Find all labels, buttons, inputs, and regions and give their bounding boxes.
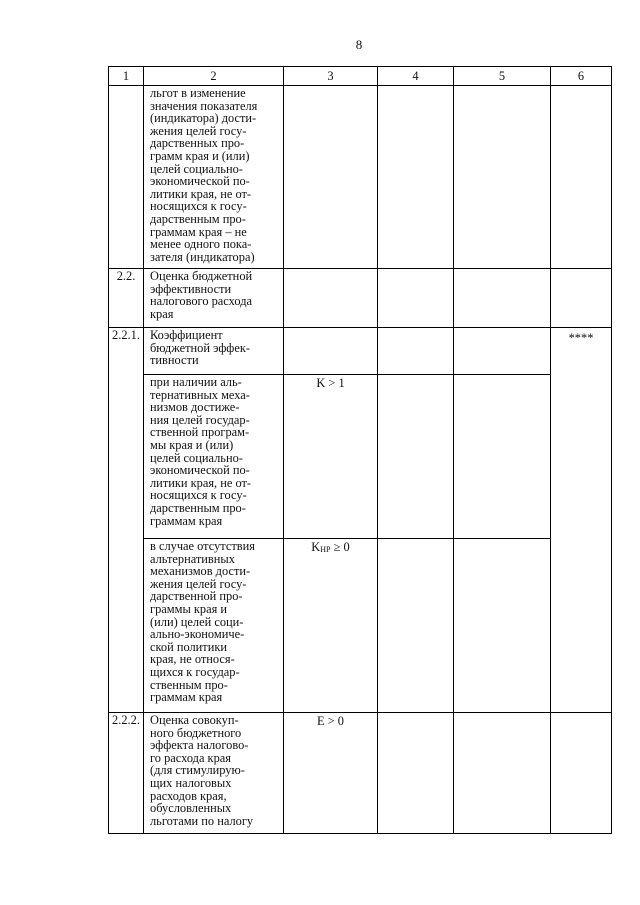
empty-cell (378, 713, 454, 834)
criterion-value (284, 269, 378, 328)
empty-cell (378, 269, 454, 328)
description-line: го расхода края (150, 750, 231, 765)
row-description (144, 269, 284, 328)
empty-cell (378, 539, 454, 713)
description-line: дарственных про- (150, 136, 245, 151)
description-line: дарственной про- (150, 589, 243, 604)
empty-cell (378, 375, 454, 539)
empty-cell (454, 539, 551, 713)
description-line: Оценка бюджетной (150, 269, 253, 283)
description-line: грамм края и (или) (150, 148, 250, 163)
row-number (109, 86, 144, 269)
description-line: ально-экономиче- (150, 627, 245, 642)
row-description (144, 86, 284, 269)
description-line: граммам края (150, 690, 223, 705)
description-line: носящихся к госу- (150, 488, 247, 503)
description-line: ственной програм- (150, 425, 250, 440)
description-line: экономической по- (150, 174, 250, 189)
empty-cell (378, 86, 454, 269)
description-line: щихся к государ- (150, 664, 240, 679)
description-line: экономической по- (150, 463, 250, 478)
description-line: (или) целей соци- (150, 614, 244, 629)
criterion-value (284, 328, 378, 375)
description-line: целей социально- (150, 161, 243, 176)
formula-condition: ≥ 0 (330, 540, 350, 554)
description-line: ской политики (150, 639, 227, 654)
description-line: Оценка совокуп- (150, 713, 239, 727)
table-row (109, 713, 612, 834)
formula-subscript: НР (320, 545, 331, 554)
criterion-value (284, 539, 378, 713)
description-line: граммам края – не (150, 224, 247, 239)
description-line: зателя (индикатора) (150, 249, 255, 264)
description-line: тивности (150, 353, 199, 368)
row-description (144, 375, 284, 539)
table-row (109, 375, 612, 539)
description-line: обусловленных (150, 801, 232, 816)
empty-cell (551, 269, 612, 328)
description-line: края (150, 306, 174, 321)
description-line: льгот в изменение (150, 86, 246, 100)
description-line: литики края, не от- (150, 475, 252, 490)
description-line: в случае отсутствия (150, 539, 255, 553)
empty-cell (551, 713, 612, 834)
description-line: альтернативных (150, 551, 235, 566)
description-line: эффективности (150, 281, 232, 296)
empty-cell (551, 86, 612, 269)
description-line: жения целей госу- (150, 123, 247, 138)
description-line: механизмов дости- (150, 564, 251, 579)
description-line: налогового расхода (150, 294, 253, 309)
description-line: Коэффициент (150, 328, 223, 342)
description-line: дарственным про- (150, 211, 246, 226)
row-description (144, 539, 284, 713)
description-line: мы края и (или) (150, 437, 234, 452)
description-line: жения целей госу- (150, 576, 247, 591)
row-number: 2.2. (109, 269, 144, 328)
empty-cell (454, 269, 551, 328)
description-line: тернативных меха- (150, 387, 250, 402)
table-row (109, 328, 612, 375)
column-header: 5 (454, 67, 551, 86)
row-number: 2.2.1. (109, 328, 144, 713)
row-description (144, 328, 284, 375)
criterion-value: E > 0 (284, 713, 378, 834)
description-line: при наличии аль- (150, 375, 242, 389)
empty-cell (454, 86, 551, 269)
description-line: носящихся к госу- (150, 199, 247, 214)
column-header: 6 (551, 67, 612, 86)
description-line: льготами по налогу (150, 813, 254, 828)
empty-cell (454, 713, 551, 834)
table-row (109, 269, 612, 328)
description-line: щих налоговых (150, 775, 232, 790)
table-row (109, 539, 612, 713)
row-number: 2.2.2. (109, 713, 144, 834)
description-line: низмов достиже- (150, 400, 240, 415)
description-line: бюджетной эффек- (150, 340, 250, 355)
description-line: граммам края (150, 513, 223, 528)
description-line: ственным про- (150, 677, 228, 692)
description-line: края, не относя- (150, 652, 235, 667)
empty-cell (378, 328, 454, 375)
description-line: литики края, не от- (150, 186, 252, 201)
description-line: менее одного пока- (150, 237, 252, 252)
column-header: 1 (109, 67, 144, 86)
empty-cell (454, 375, 551, 539)
column-header: 2 (144, 67, 284, 86)
table-row (109, 86, 612, 269)
description-line: значения показателя (150, 98, 258, 113)
description-line: дарственным про- (150, 500, 246, 515)
column-header: 3 (284, 67, 378, 86)
description-line: ного бюджетного (150, 725, 242, 740)
criteria-table (108, 66, 612, 834)
description-line: ния целей государ- (150, 412, 250, 427)
table-header-row (109, 67, 612, 86)
description-line: целей социально- (150, 450, 243, 465)
row-description (144, 713, 284, 834)
page-number: 8 (355, 37, 363, 52)
description-line: (индикатора) дости- (150, 111, 257, 126)
criterion-value (284, 86, 378, 269)
description-line: эффекта налогово- (150, 738, 249, 753)
criterion-value: K > 1 (284, 375, 378, 539)
column-header: 4 (378, 67, 454, 86)
footnote-marker: **** (551, 328, 612, 713)
description-line: (для стимулирую- (150, 763, 245, 778)
empty-cell (454, 328, 551, 375)
formula-symbol: K (311, 540, 321, 554)
description-line: расходов края, (150, 788, 227, 803)
description-line: граммы края и (150, 601, 228, 616)
